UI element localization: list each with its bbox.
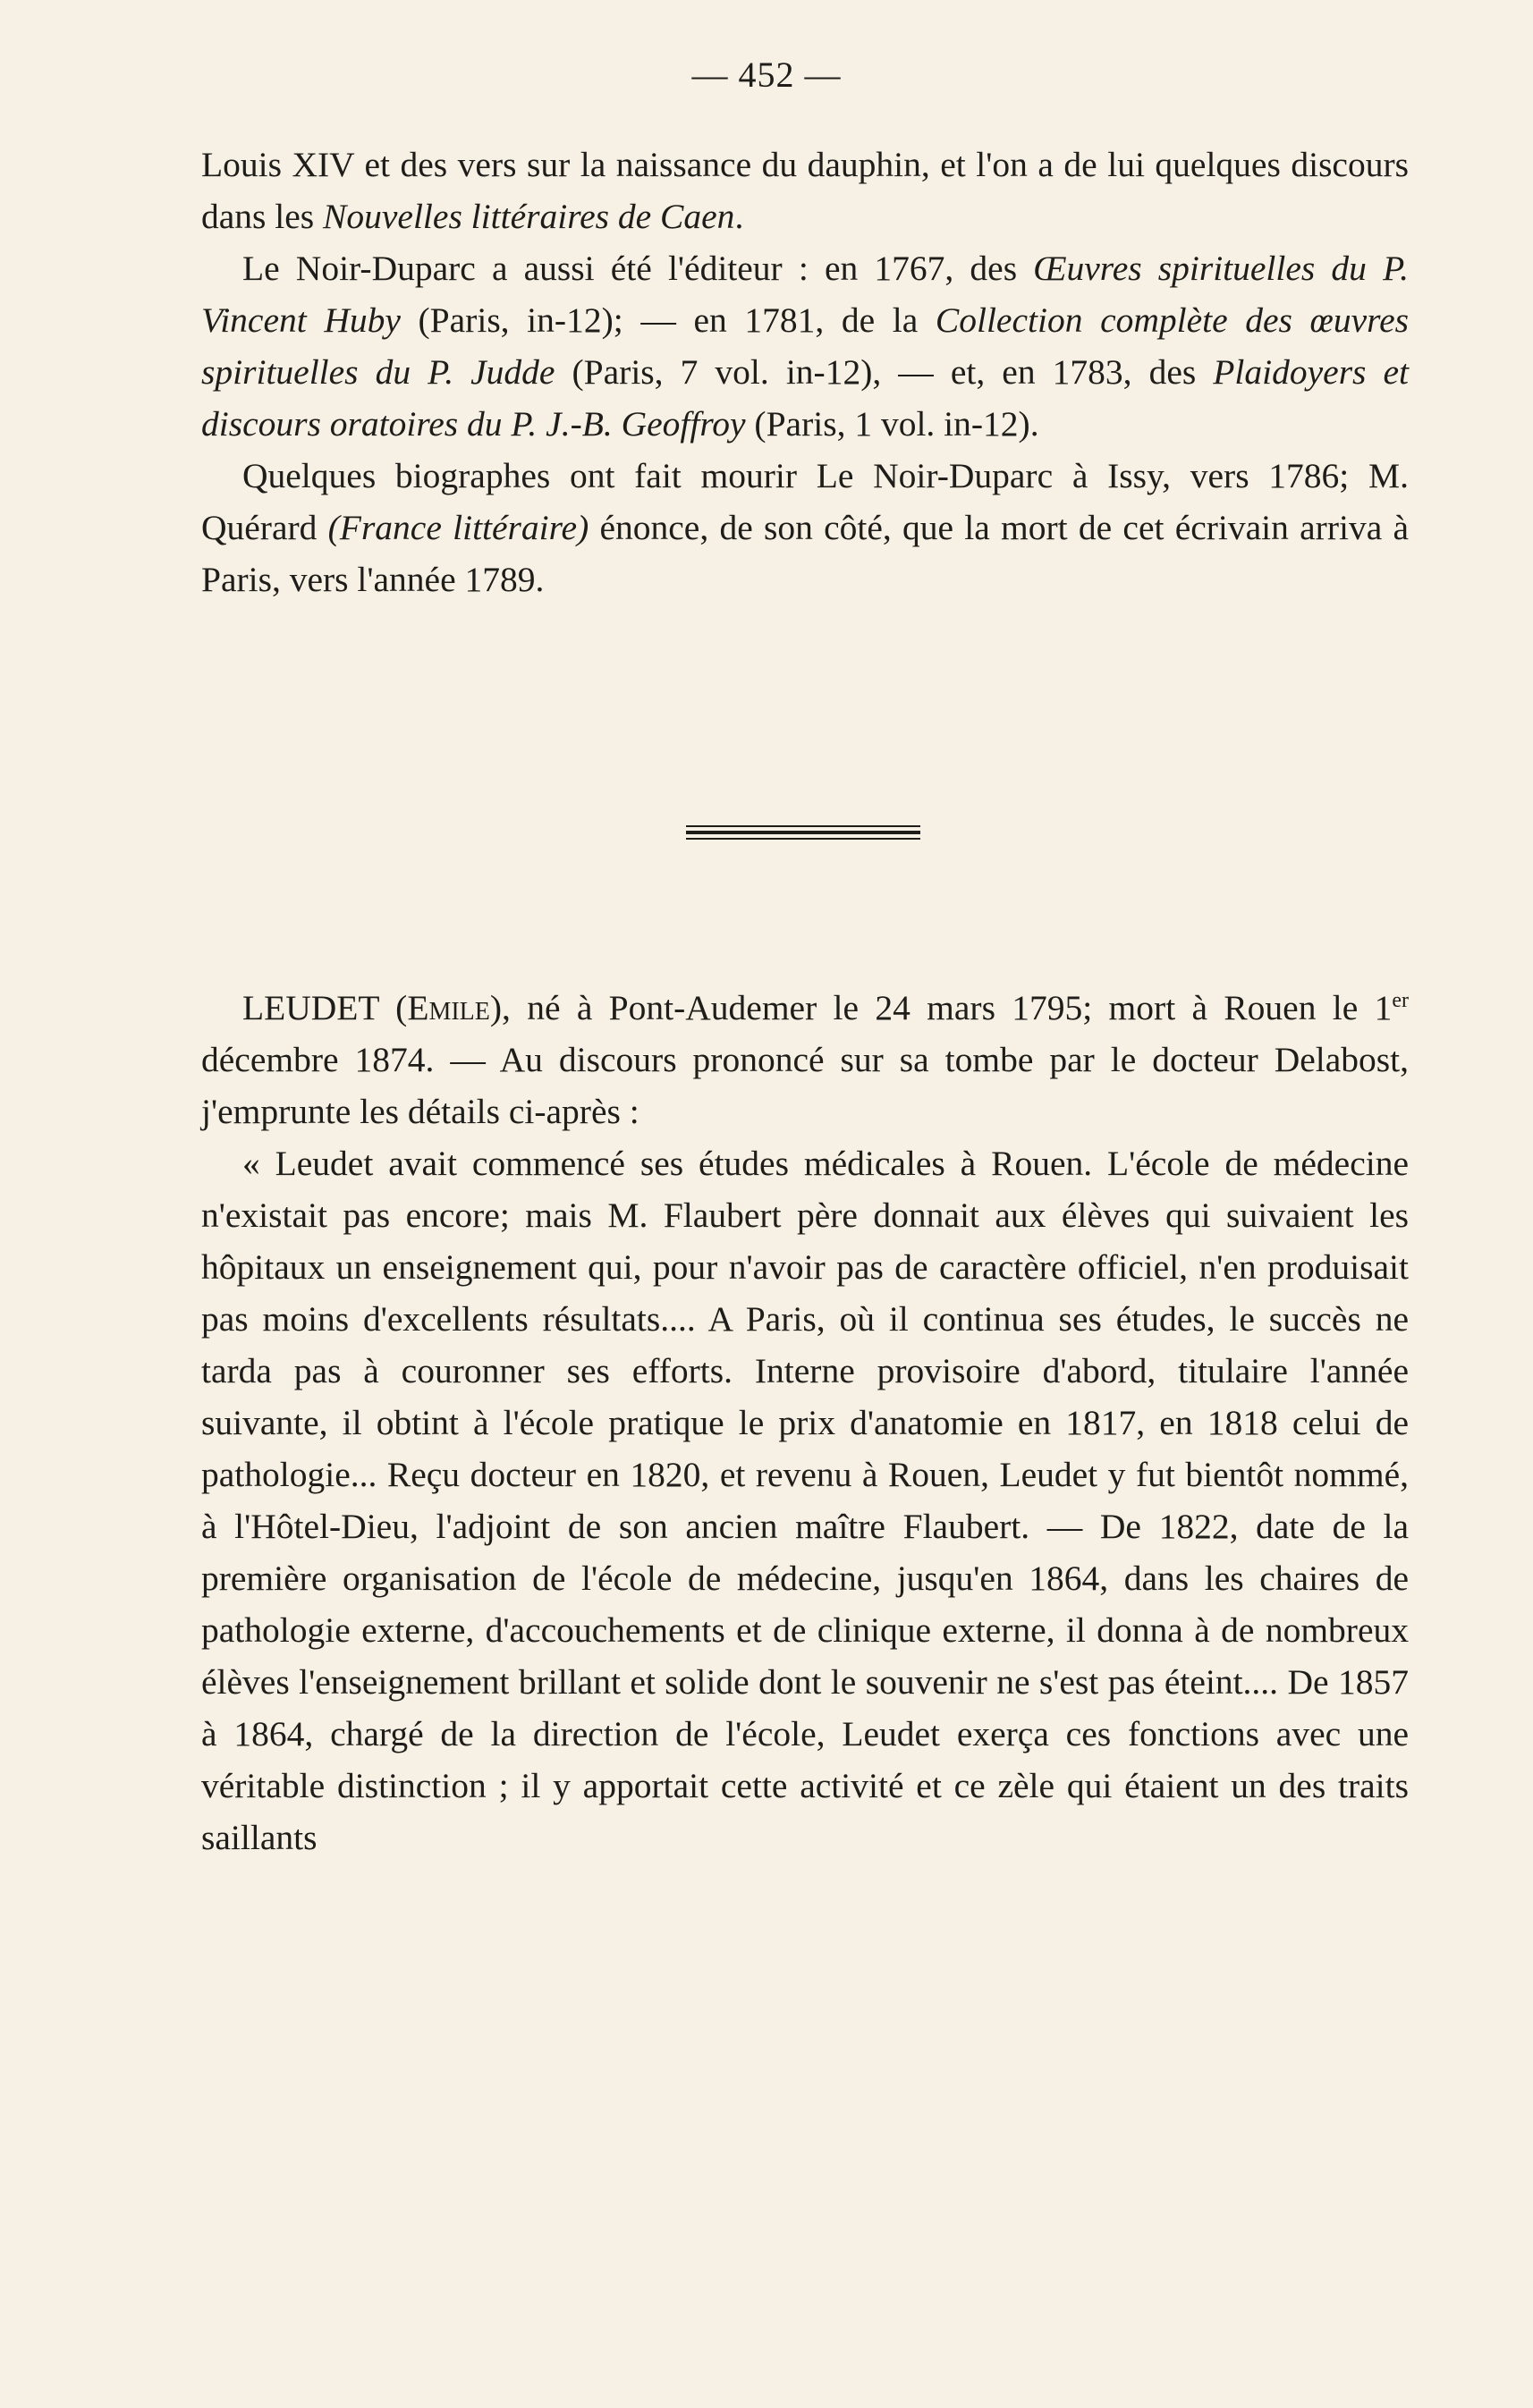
text-span: . [734,197,744,236]
text-span: (Paris, 7 vol. in-12), — et, en 1783, des [555,352,1214,392]
italic-title: Nouvelles littéraires de Caen [323,197,735,236]
text-span: Louis XIV et des vers sur la naissance du dauphin, et l'on a de lui quelques discours dans les [201,145,1409,236]
italic-title: Œuvres spirituelles du P. Vincent Huby [201,249,1409,340]
entry-firstname: Emile [407,988,490,1027]
text-span: énonce, de son côté, que la mort de cet écrivain arriva à Paris, vers l'année 1789. [201,508,1410,599]
section-divider-line [686,838,920,840]
section-divider-line [686,825,920,827]
paragraph-editions [201,242,1409,450]
italic-title: Collection complète des œuvres spirituelles du P. Judde [201,300,1409,392]
italic-title: Plaidoyers et discours oratoires du P. J.-B. Geoffroy [201,352,1409,444]
entry-leudet-heading-paragraph [201,982,1409,1137]
paragraph-quotation: « Leudet avait commencé ses études médicales à Rouen. L'école de médecine n'existait pas encore; mais M. Flaubert père donnait aux élèves qui suivaient les hôpitaux un enseignement qui, pour n'avoir pas de caractère officiel, n'en produisait pas moins d'excellents résultats.... A Paris, où il continua ses études, le succès ne tarda pas à couronner ses efforts. Interne provisoire d'abord, titulaire l'année suivante, il obtint à l'école pratique le prix d'anatomie en 1817, en 1818 celui de pathologie... Reçu docteur en 1820, et revenu à Rouen, Leudet y fut bientôt nommé, à l'Hôtel-Dieu, l'adjoint de son ancien maître Flaubert. — De 1822, date de la première organisation de l'école de médecine, jusqu'en 1864, dans les chaires de pathologie externe, d'accouchements et de clinique externe, il donna à de nombreux élèves l'enseignement brillant et solide dont le souvenir ne s'est pas éteint.... De 1857 à 1864, chargé de la direction de l'école, Leudet exerça ces fonctions avec une véritable distinction ; il y apportait cette activité et ce zèle qui étaient un des traits saillants [201,1144,1409,1857]
text-span: Quelques biographes ont fait mourir Le Noir-Duparc à Issy, vers 1786; M. Quérard [201,456,1409,547]
page-number: — 452 — [691,55,842,95]
bottom-text-block [201,982,1409,1863]
text-span: Le Noir-Duparc a aussi été l'éditeur : en 1767, des [242,249,1034,288]
top-text-block [201,139,1409,605]
text-span: (Paris, 1 vol. in-12). [745,404,1039,444]
superscript: er [1392,988,1409,1012]
text-span: décembre 1874. — Au discours prononcé sur sa tombe par le docteur Delabost, j'emprunte les détails ci-après : [201,1040,1409,1131]
section-divider-line [686,831,920,834]
text-span: (Paris, in-12); — en 1781, de la [400,300,936,340]
text-span: ), né à Pont-Audemer le 24 mars 1795; mort à Rouen le 1 [489,988,1393,1027]
paragraph-death [201,450,1409,605]
italic-title: (France littéraire) [327,508,589,547]
entry-name: LEUDET ( [242,988,408,1027]
paragraph-continuation [201,139,1409,242]
